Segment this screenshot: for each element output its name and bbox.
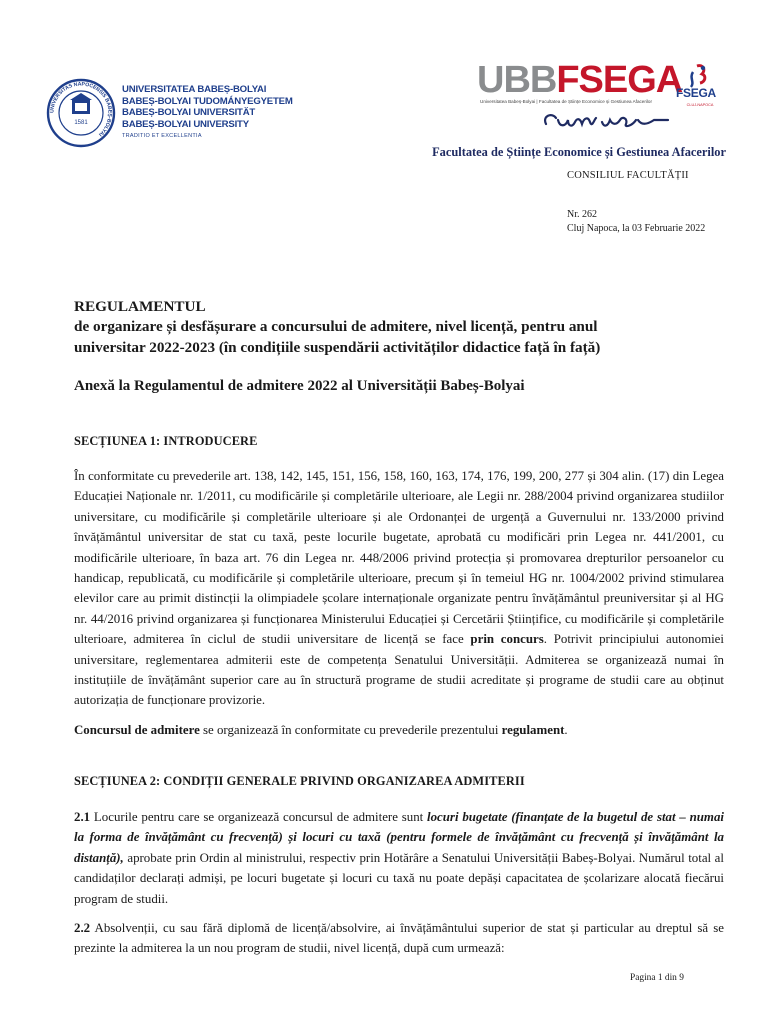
document-date: Cluj Napoca, la 03 Februarie 2022: [567, 223, 706, 234]
document-title-line2: de organizare și desfășurare a concursului de admitere, nivel licență, pentru anul: [74, 318, 598, 335]
s2p1-num: 2.1: [74, 810, 91, 824]
ubb-name-hu: BABEȘ-BOLYAI TUDOMÁNYEGYETEM: [122, 95, 293, 107]
ubb-name-ro: UNIVERSITATEA BABEȘ-BOLYAI: [122, 84, 267, 95]
s1p2-bold1: Concursul de admitere: [74, 723, 200, 737]
ubb-motto: TRADITIO ET EXCELLENTIA: [122, 133, 202, 140]
fsega-red-part: FSEGA: [556, 59, 683, 101]
university-seal-icon: [46, 78, 116, 148]
seal-ring-text: UNIVERSITAS NAPOCENSIS BABEȘ-BOLYAI: [49, 81, 113, 138]
s1p1-bold: prin concurs: [470, 632, 544, 647]
s1p2-end: .: [564, 723, 568, 737]
document-title-line3: universitar 2022-2023 (în condițiile suspendării activităților didactice față în față): [74, 339, 601, 356]
fsega-logo: [477, 58, 727, 138]
section1-paragraph2: [74, 720, 724, 740]
s1p1-text-a: În conformitate cu prevederile art. 138, 142, 145, 151, 156, 158, 160, 163, 174, 176, 199, 200, 277 și 304 alin. (17) din Legea Educației Naționale nr. 1/2011, cu modificările și completările ulterioare, ale Legii nr. 288/2004 privind organizarea studiilor universitare, cu modificările și completările ulterioare și ale Ordonanței de urgență a Guvernului nr. 133/2000 privind învățământul universitar de stat cu taxă, peste locurile bugetate, aprobată cu modificări prin Legea nr. 441/2001, cu modificările ulterioare, în baza art. 76 din Legea nr. 448/2006 privind protecția și promovarea drepturilor persoanelor cu handicap, republicată, cu modificările și completările ulterioare, precum și în temeiul HG nr. 1004/2002 privind stimularea elevilor care au primit distincții la olimpiadele școlare internaționale organizate pentru învățământul preuniversitar și al HG nr. 44/2016 privind organizarea și funcționarea Ministerului Educației și Cercetării Științifice, cu modificările și completările ulterioare, admiterea în ciclul de studii universitare de licență se face: [74, 469, 724, 647]
fsega-badge-subtext: CLUJ-NAPOCA: [686, 103, 714, 107]
document-number: Nr. 262: [567, 209, 597, 220]
section2-paragraph2: [74, 918, 724, 959]
signature-mark: [538, 102, 678, 138]
s2p1-text-b: aprobate prin Ordin al ministrului, respectiv prin Hotărâre a Senatului Universității Babeș-Bolyai. Numărul total al candidaților declarați admiși, pe locuri bugetate și locuri cu taxă nu poate depăși capacitatea de școlarizare alocată fiecărui program de studii.: [74, 850, 724, 906]
ubb-names: [122, 84, 293, 139]
ubb-logo: [46, 78, 293, 148]
fsega-ubb-part: UBB: [477, 59, 557, 101]
seal-year: 1581: [74, 120, 88, 126]
s2p1-text-a: Locurile pentru care se organizează concursul de admitere sunt: [90, 810, 428, 824]
section1-heading: SECȚIUNEA 1: INTRODUCERE: [74, 434, 258, 448]
fsega-subline: Universitatea Babeș-Bolyai | Facultatea de Științe Economice și Gestiunea Afacerilor: [480, 99, 653, 104]
fsega-badge-text: FSEGA: [676, 86, 716, 100]
council-label: CONSILIUL FACULTĂȚII: [567, 170, 689, 181]
ubb-name-de: BABEȘ-BOLYAI UNIVERSITÄT: [122, 107, 256, 119]
document-title-line1: REGULAMENTUL: [74, 298, 206, 315]
s2p2-num: 2.2: [74, 921, 91, 935]
fsega-wordmark: [477, 58, 682, 102]
s1p2-bold2: regulament: [501, 723, 565, 737]
section2-heading: SECȚIUNEA 2: CONDIȚII GENERALE PRIVIND ORGANIZAREA ADMITERII: [74, 774, 525, 788]
page-number: Pagina 1 din 9: [630, 973, 684, 983]
s2p2-text-a: Absolvenții, cu sau fără diplomă de licență/absolvire, ai învățământului superior de stat și particular au dreptul să se prezinte la admiterea la un nou program de studii, nivel licență, după cum urmează:: [74, 921, 724, 956]
faculty-title: Facultatea de Științe Economice și Gestiunea Afacerilor: [432, 145, 726, 159]
s1p1-text-b: . Potrivit principiului autonomiei universitare, reglementarea admiterii este de competența Senatului Universității. Admiterea se organizează numai în instituțiile de învățământ superior care au în structură programe de studii acreditate și programe de studii care au obținut autorizația de funcționare provizorie.: [74, 632, 724, 708]
s2p1-bold-italic: locuri bugetate (finanțate de la bugetul de stat – numai la forma de învățământ cu frecvență) și locuri cu taxă (pentru formele de învățământ cu frecvență și învățământ la distanță),: [74, 810, 724, 865]
s1p2-mid: se organizează în conformitate cu prevederile prezentului: [199, 723, 502, 737]
section2-paragraph1: [74, 807, 724, 909]
annex-title: Anexă la Regulamentul de admitere 2022 al Universității Babeș-Bolyai: [74, 378, 525, 394]
fsega-emblem-icon: [673, 62, 727, 108]
ubb-name-en: BABEȘ-BOLYAI UNIVERSITY: [122, 118, 249, 130]
section1-paragraph1: [74, 466, 724, 711]
